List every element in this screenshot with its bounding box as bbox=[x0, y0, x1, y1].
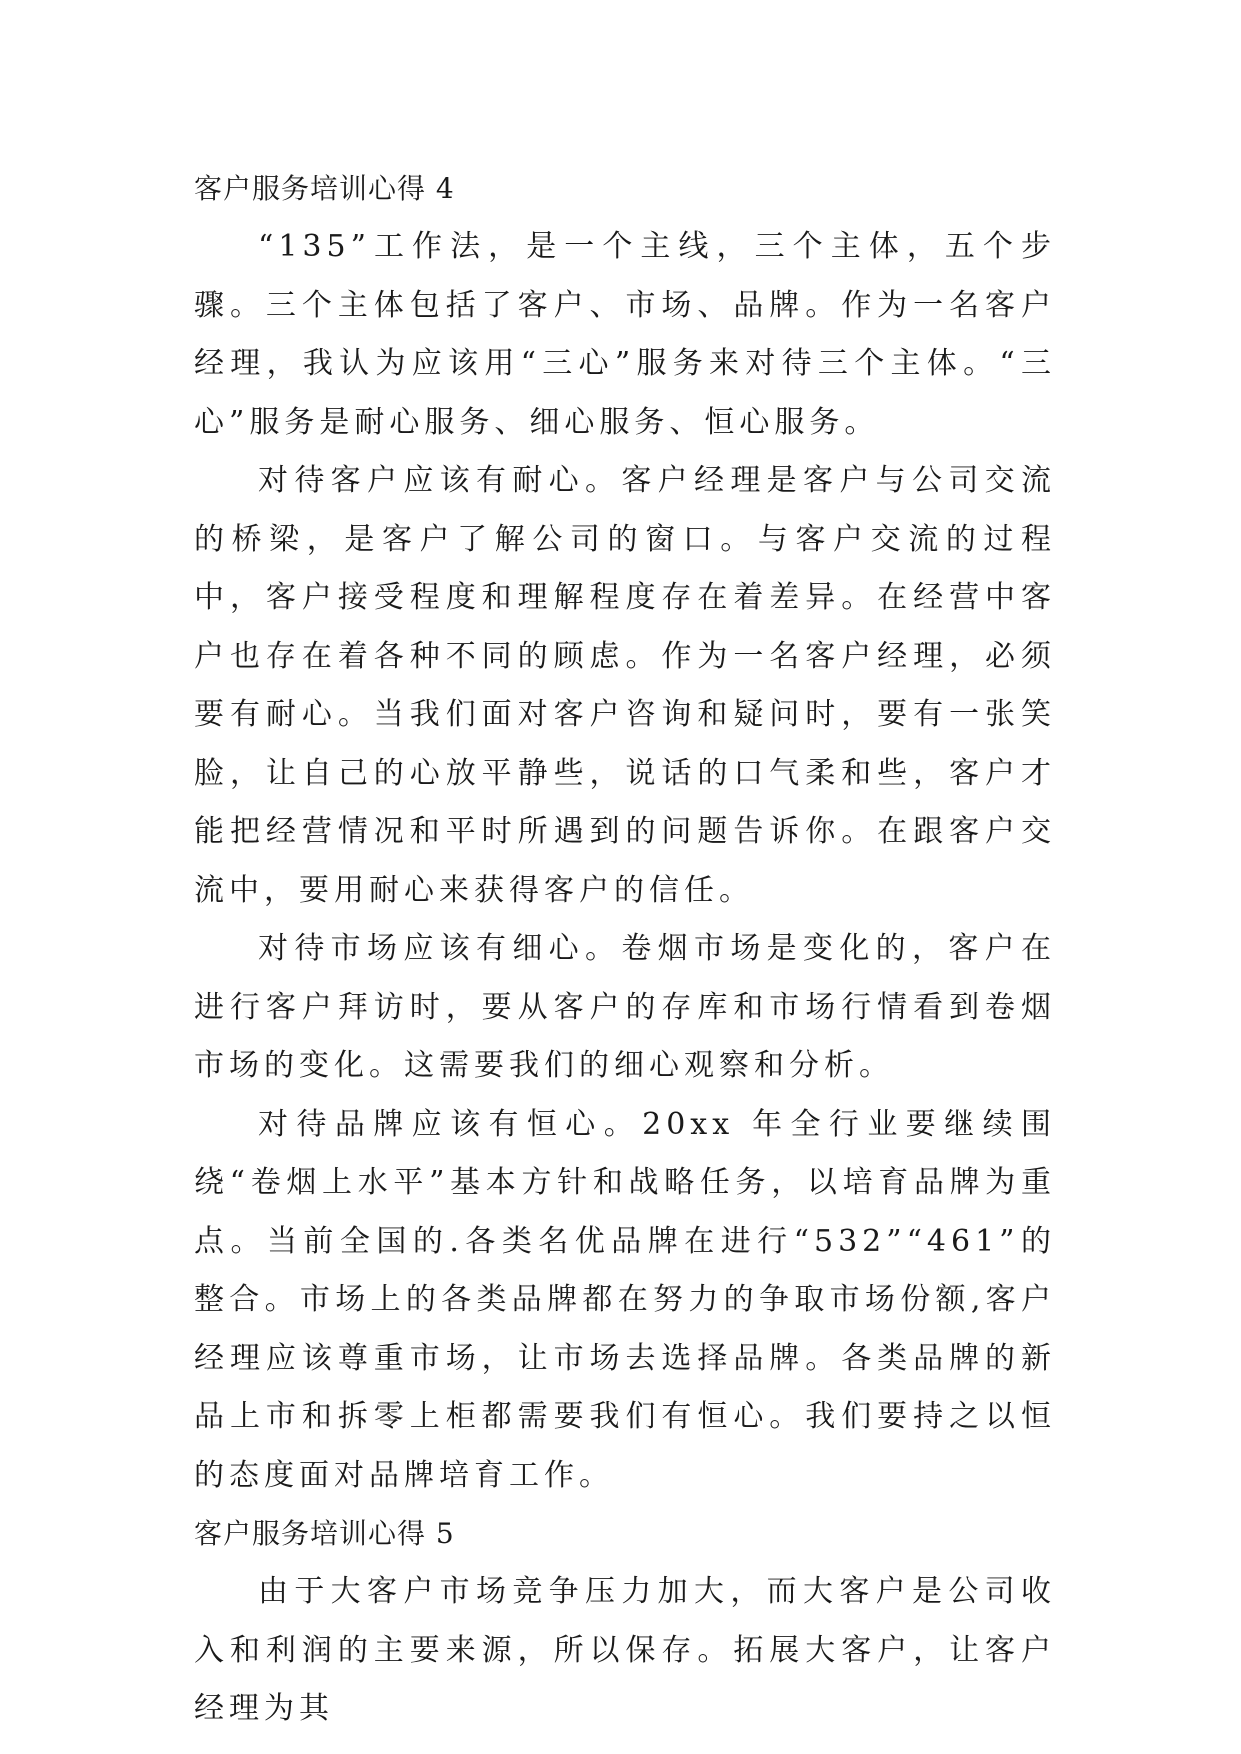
document-page bbox=[194, 160, 1056, 1739]
paragraph-carefulness: 对待市场应该有细心。卷烟市场是变化的，客户在进行客户拜访时，要从客户的存库和市场行情看到卷烟市场的变化。这需要我们的细心观察和分析。 bbox=[194, 931, 1056, 1083]
paragraph-patience: 对待客户应该有耐心。客户经理是客户与公司交流的桥梁，是客户了解公司的窗口。与客户交流的过程中，客户接受程度和理解程度存在着差异。在经营中客户也存在着各种不同的顾虑。作为一名客户经理，必须要有耐心。当我们面对客户咨询和疑问时，要有一张笑脸，让自己的心放平静些，说话的口气柔和些，客户才能把经营情况和平时所遇到的问题告诉你。在跟客户交流中，要用耐心来获得客户的信任。 bbox=[194, 463, 1056, 908]
paragraph-key-accounts: 由于大客户市场竞争压力加大，而大客户是公司收入和利润的主要来源，所以保存。拓展大客户，让客户经理为其 bbox=[194, 1574, 1056, 1726]
paragraph-perseverance: 对待品牌应该有恒心。20xx 年全行业要继续围绕“卷烟上水平”基本方针和战略任务，以培育品牌为重点。当前全国的.各类名优品牌在进行“532”“461”的整合。市场上的各类品牌都在努力的争取市场份额,客户经理应该尊重市场，让市场去选择品牌。各类品牌的新品上市和拆零上柜都需要我们有恒心。我们要持之以恒的态度面对品牌培育工作。 bbox=[194, 1106, 1056, 1493]
section-heading-5: 客户服务培训心得 5 bbox=[194, 1517, 455, 1550]
paragraph-135-method: “135”工作法，是一个主线，三个主体，五个步骤。三个主体包括了客户、市场、品牌。作为一名客户经理，我认为应该用“三心”服务来对待三个主体。“三心”服务是耐心服务、细心服务、恒心服务。 bbox=[194, 229, 1056, 440]
section-heading-4: 客户服务培训心得 4 bbox=[194, 172, 455, 205]
